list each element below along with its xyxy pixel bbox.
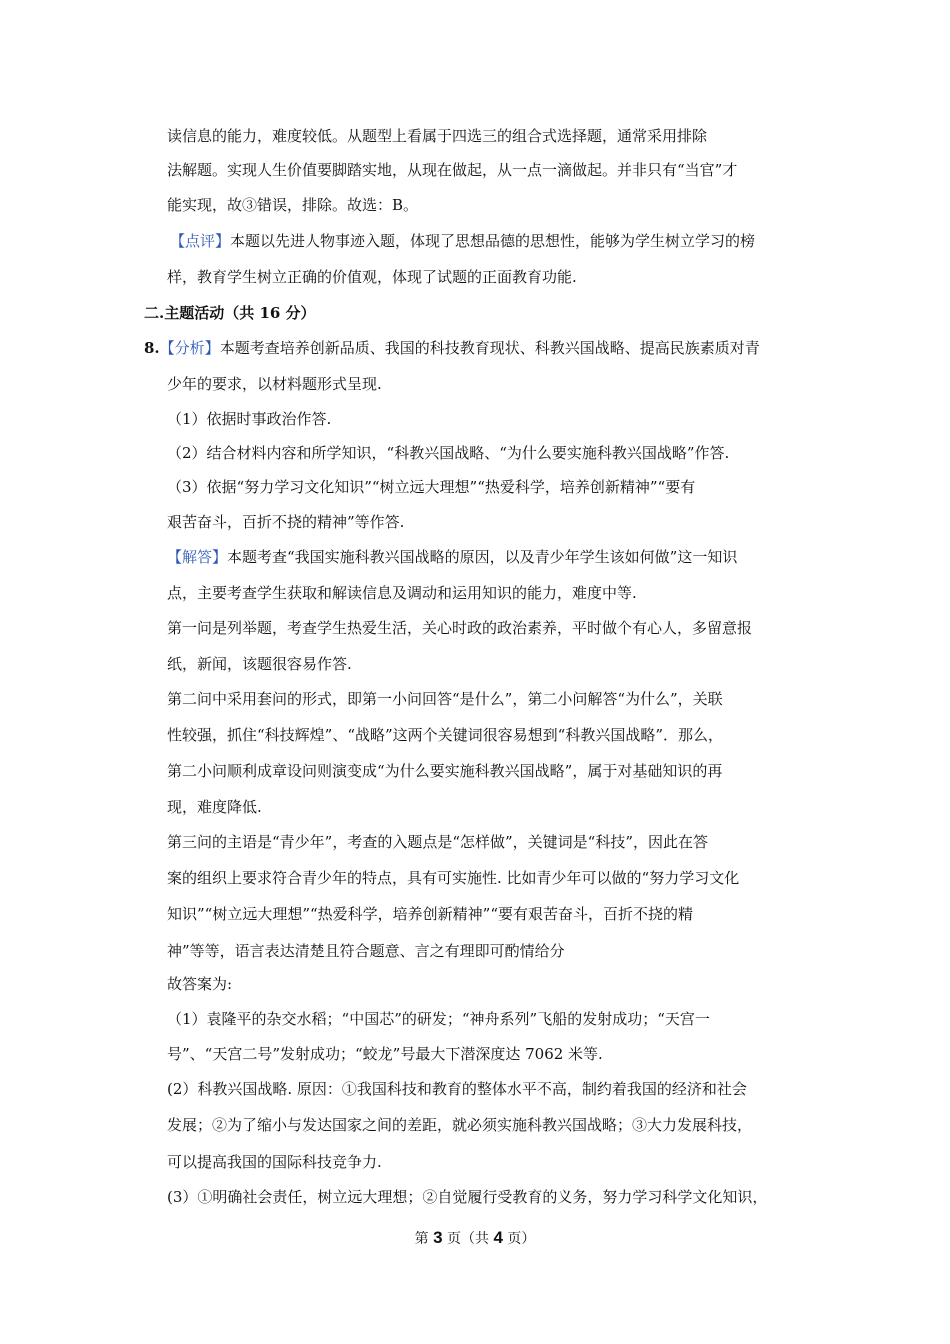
question-number: 8. [144,339,160,357]
section-heading: 二.主题活动（共 16 分） [144,304,316,322]
current-page-number: 3 [433,1228,443,1247]
text-line: 法解题。实现人生价值要脚踏实地，从现在做起，从一点一滴做起。并非只有“当官”才 [167,161,738,179]
page-footer [0,1228,950,1249]
text-line: 本题考查培养创新品质、我国的科技教育现状、科教兴国战略、提高民族素质对青 [219,339,760,357]
footer-prefix: 第 [414,1231,434,1247]
text-line: 号”、“天宫二号”发射成功；“蛟龙”号最大下潜深度达 7062 米等. [167,1045,603,1063]
footer-middle: 页（共 [442,1231,494,1247]
text-line: 发展；②为了缩小与发达国家之间的差距，就必须实施科教兴国战略；③大力发展科技， [167,1116,753,1134]
text-line: （1）依据时事政治作答. [167,410,332,428]
text-line: (3）①明确社会责任，树立远大理想；②自觉履行受教育的义务，努力学习科学文化知识， [167,1188,768,1206]
text-line: 本题以先进人物事迹入题，体现了思想品德的思想性，能够为学生树立学习的榜 [230,232,756,250]
text-line: 读信息的能力，难度较低。从题型上看属于四选三的组合式选择题，通常采用排除 [167,127,708,145]
comment-tag: 【点评】 [170,232,231,250]
total-page-number: 4 [493,1228,503,1247]
text-line: 神”等等，语言表达清楚且符合题意、言之有理即可酌情给分 [167,942,565,960]
text-line: 可以提高我国的国际科技竞争力. [167,1153,382,1171]
text-line: 艰苦奋斗，百折不挠的精神”等作答. [167,513,405,531]
text-line: 性较强，抓住“科技辉煌”、“战略”这两个关键词很容易想到“科教兴国战略”．那么， [167,726,724,744]
text-line: 能实现，故③错误，排除。故选：B。 [167,196,419,214]
text-line: 第一问是列举题，考查学生热爱生活，关心时政的政治素养，平时做个有心人，多留意报 [167,619,753,637]
text-line: 第二问中采用套问的形式，即第一小问回答“是什么”，第二小问解答“为什么”，关联 [167,690,723,708]
text-line: 点，主要考查学生获取和解读信息及调动和运用知识的能力，难度中等. [167,584,637,602]
footer-suffix: 页） [502,1231,536,1247]
text-line: 本题考查“我国实施科教兴国战略的原因，以及青少年学生该如何做”这一知识 [227,548,738,566]
answer-line [167,547,737,567]
question-line [144,338,760,358]
text-line: 故答案为: [167,975,233,993]
text-line: 案的组织上要求符合青少年的特点，具有可实施性. 比如青少年可以做的“努力学习文化 [167,869,740,887]
analysis-tag: 【分析】 [159,339,220,357]
text-line: 纸，新闻，该题很容易作答. [167,655,352,673]
text-line: 样，教育学生树立正确的价值观，体现了试题的正面教育功能. [167,268,577,286]
answer-tag: 【解答】 [167,548,228,566]
text-line: 少年的要求，以材料题形式呈现. [167,375,382,393]
text-line: 第二小问顺利成章设问则演变成“为什么要实施科教兴国战略”，属于对基础知识的再 [167,762,723,780]
text-line: 第三问的主语是“青少年”，考查的入题点是“怎样做”，关键词是“科技”，因此在答 [167,833,709,851]
text-line: （1）袁隆平的杂交水稻；“中国芯”的研发；“神舟系列”飞船的发射成功；“天宫一 [167,1010,710,1028]
text-line: 现，难度降低. [167,798,262,816]
text-line: （3）依据“努力学习文化知识”“树立远大理想”“热爱科学，培养创新精神”“要有 [167,478,696,496]
comment-line [170,231,755,251]
text-line: (2）科教兴国战略. 原因：①我国科技和教育的整体水平不高，制约着我国的经济和社会 [167,1080,747,1098]
text-line: （2）结合材料内容和所学知识，“科教兴国战略、“为什么要实施科教兴国战略”作答. [167,444,730,462]
text-line: 知识”“树立远大理想”“热爱科学，培养创新精神”“要有艰苦奋斗，百折不挠的精 [167,905,694,923]
